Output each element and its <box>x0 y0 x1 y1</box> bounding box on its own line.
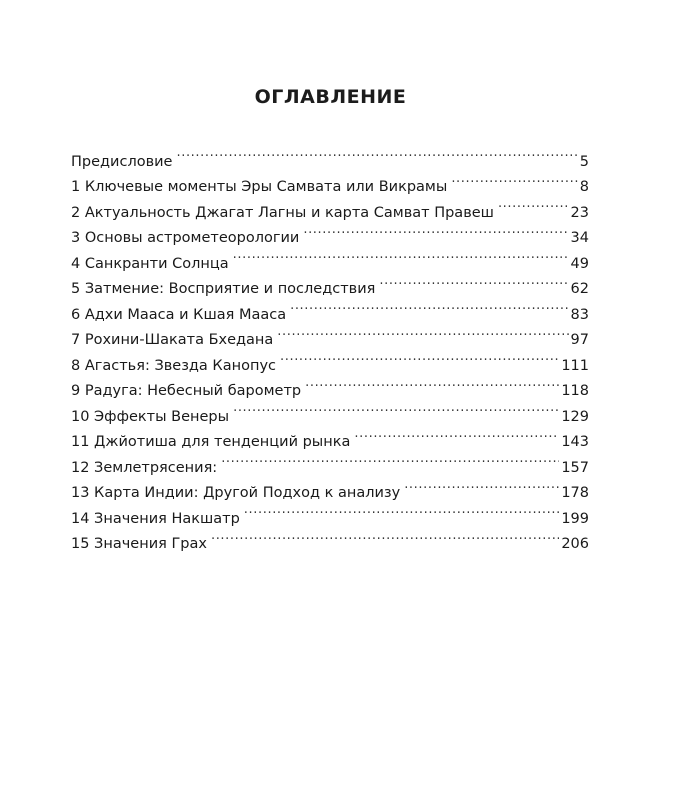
dot-leader <box>354 421 559 447</box>
dot-leader <box>233 395 559 421</box>
toc-entry-title: 4 Санкранти Солнца <box>71 255 229 272</box>
toc-entry-title: 1 Ключевые моменты Эры Самвата или Викрамы <box>71 179 448 195</box>
toc-entry-title: 13 Карта Индии: Другой Подход к анализу <box>71 485 401 501</box>
toc-entry-title: Предисловие <box>71 153 173 170</box>
dot-leader <box>280 344 559 370</box>
dot-leader <box>277 319 568 345</box>
dot-leader <box>211 523 559 549</box>
toc-entry-title: 2 Актуальность Джагат Лагны и карта Самват Правеш <box>71 204 494 221</box>
toc-entry-title: 11 Джйотиша для тенденций рынка <box>71 434 351 450</box>
toc-entry-title: 6 Адхи Мааса и Кшая Мааса <box>71 306 287 323</box>
dot-leader <box>379 268 568 294</box>
toc-entry-title: 14 Значения Накшатр <box>71 510 240 527</box>
toc-entry-title: 9 Радуга: Небесный барометр <box>71 383 302 399</box>
toc-entry-title: 10 Эффекты Венеры <box>71 408 230 425</box>
toc-entry-page: 34 <box>570 230 589 246</box>
toc-entry-page: 5 <box>579 153 589 170</box>
toc-entry-page: 49 <box>570 255 589 272</box>
toc-entry-page: 62 <box>570 281 589 297</box>
toc-entry-title: 15 Значения Грах <box>71 536 207 552</box>
dot-leader <box>451 166 577 192</box>
toc-entry-page: 111 <box>561 357 589 374</box>
toc-entry-title: 7 Рохини-Шаката Бхедана <box>71 332 274 348</box>
table-of-contents <box>71 140 589 552</box>
dot-leader <box>176 140 577 166</box>
toc-entry-page: 157 <box>561 459 589 476</box>
dot-leader <box>233 242 569 268</box>
toc-entry-page: 8 <box>579 179 589 195</box>
toc-entry-title: 5 Затмение: Восприятие и последствия <box>71 281 376 297</box>
dot-leader <box>221 446 559 472</box>
dot-leader <box>290 293 568 319</box>
toc-entry-page: 143 <box>561 434 589 450</box>
page-title: ОГЛАВЛЕНИЕ <box>254 86 407 108</box>
dot-leader <box>303 217 568 243</box>
toc-entry-page: 97 <box>570 332 589 348</box>
toc-entry-page: 118 <box>561 383 589 399</box>
toc-entry-title: 3 Основы астрометеорологии <box>71 230 300 246</box>
toc-entry-preface[interactable] <box>71 140 589 170</box>
dot-leader <box>404 472 559 498</box>
toc-entry-page: 23 <box>570 204 589 221</box>
toc-entry-page: 199 <box>561 510 589 527</box>
toc-entry-page: 83 <box>570 306 589 323</box>
dot-leader <box>305 370 559 396</box>
dot-leader <box>498 191 569 217</box>
toc-entry-page: 129 <box>561 408 589 425</box>
toc-entry-title: 12 Землетрясения: <box>71 459 218 476</box>
toc-entry-page: 178 <box>561 485 589 501</box>
toc-entry-title: 8 Агастья: Звезда Канопус <box>71 357 276 374</box>
toc-entry-page: 206 <box>561 536 589 552</box>
dot-leader <box>244 497 560 523</box>
